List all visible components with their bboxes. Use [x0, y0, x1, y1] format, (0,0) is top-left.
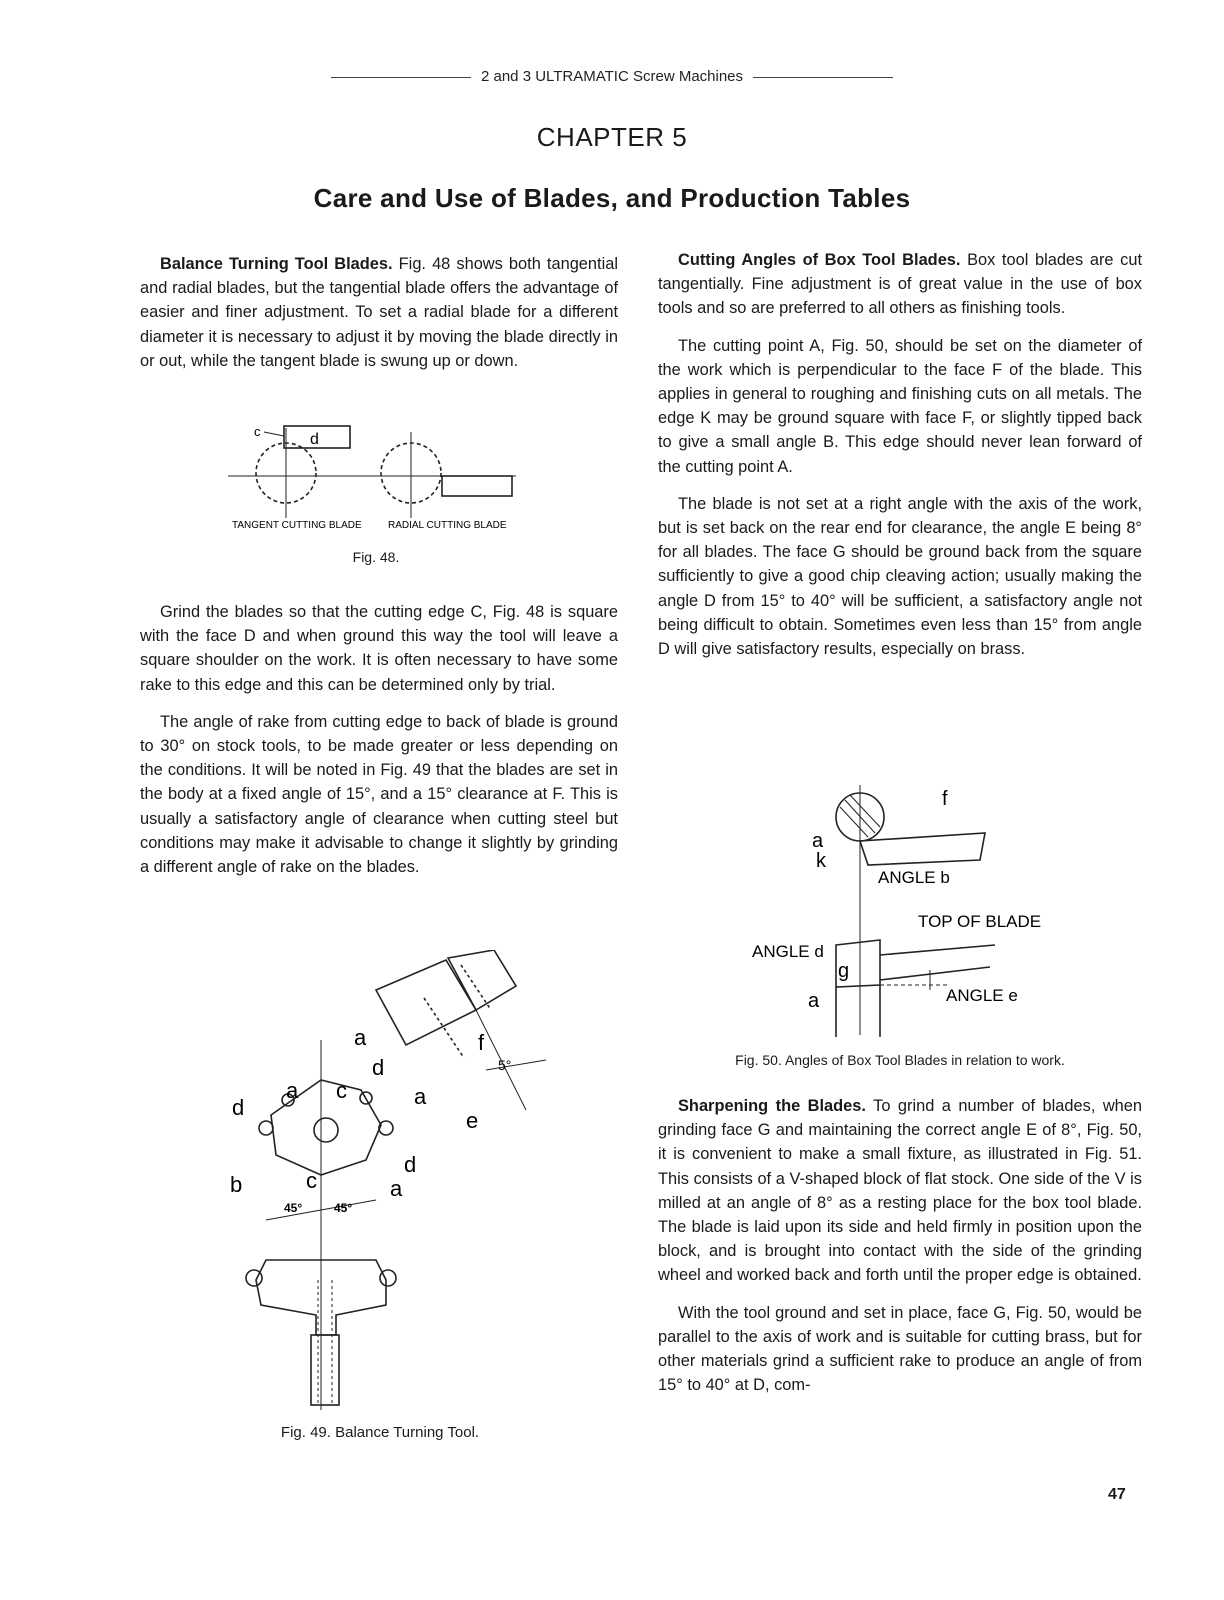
fig49-label-0: a [354, 1025, 367, 1050]
fig49-label-5: 5° [498, 1057, 512, 1073]
running-head-text: 2 and 3 ULTRAMATIC Screw Machines [480, 68, 744, 85]
fig50-label-angle-b: ANGLE b [878, 868, 950, 887]
figure-49 [226, 950, 556, 1420]
header-rule-left [331, 77, 471, 78]
fig49-label-9: b [230, 1172, 243, 1197]
chapter-heading: CHAPTER 5 [536, 122, 688, 152]
fig48-label-d: d [310, 431, 319, 448]
paragraph-heading: Cutting Angles of Box Tool Blades. [678, 251, 961, 269]
left-column-lower [140, 600, 618, 892]
fig49-label-4: e [466, 1108, 479, 1133]
fig49-label-7: a [286, 1078, 299, 1103]
paragraph-angle-of-rake: The angle of rake from cutting edge to back of blade is ground to 30° on stock tools, to be made greater or less depending on the conditions. It will be noted in Fig. 49 that the blades are set in the body at a fixed angle of 15°, and a 15° clearance at F. This is usually a satisfactory angle of clearance when cutting steel but conditions may make it advisable to change it slightly by grinding a different angle of rake on the blades. [140, 712, 618, 877]
fig50-label-a1: a [812, 830, 824, 852]
fig49-label-1: f [478, 1030, 485, 1055]
fig48-label-radial: RADIAL CUTTING BLADE [388, 520, 507, 531]
fig50-label-angle-e: ANGLE e [946, 986, 1018, 1005]
fig50-label-f: f [942, 788, 948, 810]
radial-blade-shape [442, 476, 512, 496]
fig49-label-14: 45° [334, 1201, 353, 1215]
fig49-label-2: d [372, 1055, 385, 1080]
paragraph-text: To grind a number of blades, when grinding face G and maintaining the correct angle E of 8°, Fig. 50, it is convenient to make a small fixture, as illustrated in Fig. 51. This consists of a V-shaped block of flat stock. One side of the V is milled at an angle of 8° as a resting place for the box tool blade. The blade is laid upon its side and held firmly in position upon the block, and is brought into contact with the side of the grinding wheel and worked back and forth until the proper edge is obtained. [658, 1097, 1143, 1285]
blade-holder-top [376, 960, 476, 1045]
fig49-label-3: a [414, 1084, 427, 1109]
fig49-label-13: 45° [284, 1201, 303, 1215]
paragraph-heading: Balance Turning Tool Blades. [160, 255, 393, 273]
paragraph-tool-ground: With the tool ground and set in place, face G, Fig. 50, would be parallel to the axis of work and is suitable for cutting brass, but for other materials grind a sufficient rake to produce an angle of from 15° to 40° at D, com- [658, 1303, 1142, 1395]
fig50-label-a2: a [808, 990, 820, 1012]
fig49-caption: Fig. 49. Balance Turning Tool. [280, 1424, 480, 1441]
paragraph-balance-turning [140, 252, 618, 373]
paragraph-cutting-point: The cutting point A, Fig. 50, should be set on the diameter of the work which is perpendicular to the face F of the blade. This applies in general to roughing and finishing cuts on all metals. The edge K may be ground square with face F, or slightly tipped back to give a small angle B. This edge should never lean forward of the cutting point A. [658, 336, 1142, 476]
figure-50 [750, 775, 1050, 1045]
blade-top-view [860, 833, 985, 865]
fig49-label-8: c [336, 1078, 347, 1103]
paragraph-heading: Sharpening the Blades. [678, 1097, 866, 1115]
fig49-label-6: d [232, 1095, 245, 1120]
paragraph-grind-blades: Grind the blades so that the cutting edge C, Fig. 48 is square with the face D and when ground this way the tool will leave a square shoulder on the work. It is often necessary to have some rake to this edge and this can be determined only by trial. [140, 603, 618, 694]
page-number: 47 [1108, 1486, 1126, 1503]
paragraph-text: Box tool blades are cut tangentially. Fine adjustment is of great value in the use of box tools and so are preferred to all others as finishing tools. [658, 251, 1142, 318]
paragraph-text: Fig. 48 shows both tangential and radial blades, but the tangential blade offers the advantage of easier and finer adjustment. To set a radial blade for a different diameter it is necessary to adjust it by moving the blade directly in or out, while the tangent blade is swung up or down. [140, 255, 618, 370]
fig49-label-11: d [404, 1152, 417, 1177]
chapter-title: Care and Use of Blades, and Production Tables [313, 183, 911, 213]
figure-48 [226, 418, 526, 538]
fig50-label-g: g [838, 960, 850, 982]
fig50-label-top: TOP OF BLADE [918, 912, 1042, 931]
right-column [658, 248, 1142, 674]
fig49-label-12: a [390, 1176, 403, 1201]
right-column-lower [658, 1094, 1142, 1410]
running-head [0, 68, 1224, 85]
header-rule-right [753, 77, 893, 78]
fig48-caption: Fig. 48. [352, 549, 400, 565]
paragraph-blade-setback: The blade is not set at a right angle with the axis of the work, but is set back on the rear end for clearance, the angle E being 8° for all blades. The face G should be ground back from the square sufficiently to give a good chip cleaving action; usually making the angle D from 15° to 40° will be sufficient, a satisfactory angle not being difficult to obtain. Sometimes even less than 15° from angle D will give satisfactory results, especially on brass. [658, 494, 1142, 659]
fig50-label-k: k [816, 850, 826, 872]
fig50-caption: Fig. 50. Angles of Box Tool Blades in relation to work. [735, 1052, 1065, 1068]
fig49-label-10: c [306, 1168, 317, 1193]
left-column [140, 252, 618, 373]
paragraph-cutting-angles [658, 248, 1142, 321]
fig48-label-tangent: TANGENT CUTTING BLADE [232, 520, 362, 531]
paragraph-sharpening [658, 1094, 1142, 1288]
fig50-label-angle-d: ANGLE d [752, 942, 824, 961]
fig48-label-c: c [254, 424, 261, 439]
